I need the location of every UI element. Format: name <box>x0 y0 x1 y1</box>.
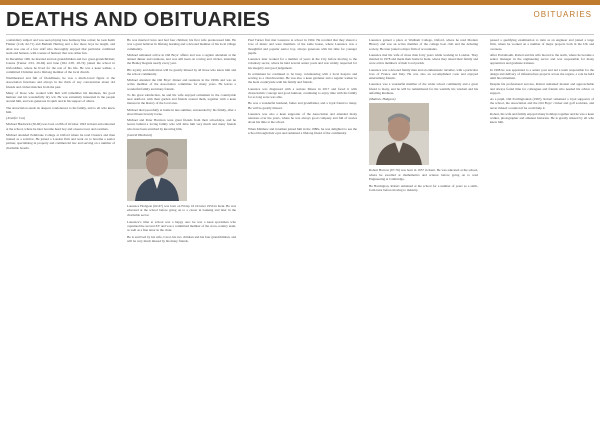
top-accent-rule <box>0 0 600 5</box>
obituary-signature: (Jennifer Cox) <box>6 116 26 120</box>
paragraph: Despite his professional success, Robert remained modest and approachable and always found time for colleagues and friends who needed his advice or support. <box>490 82 594 95</box>
column-2 <box>127 38 236 420</box>
paragraph: The Association sends its deepest condolences to his family, and to all who knew him. <box>6 105 115 114</box>
paragraph: Warmhearted and full of friendliness, he was a much-loved figure at the Association functions and always in the thick of any conversation about old friends and cricket matches from the past. <box>6 76 115 89</box>
paragraph: When Matthew and Jonathan joined him in the 1980s, he was delighted to see the school through their eyes and remained a lifelong friend of the community. <box>248 126 357 135</box>
paragraph: In December 1961 he married and ten grandchildren and two great-grandchildren; Joanna (Turner 2:01, 26-94) and Jane (Wet 2:05, 28-74) joined the school in Oxfordshire, where he lived for the rest of his life. He was a keen walker, a committed Christian and a lifelong member of the local church. <box>6 57 115 74</box>
paragraph: Michael and Peter Harrison were great friends from their schooldays, and he leaves behind a loving family who will miss him very much and many friends who have been enriched by knowing him. <box>127 118 236 131</box>
paragraph: Laurence was also a keen supporter of the Association and attended many reunions over the years, where he was always good company and full of stories about his time at the school. <box>248 111 357 125</box>
paragraph: He Harrington, Robert remained at the school for a number of years as a sixth-form tutor before moving to industry. <box>369 184 478 193</box>
paragraph: Robert, his wife and family enjoyed many holidays together and he was a keen walker, photographer and amateur historian. He is greatly missed by all who knew him. <box>490 111 594 125</box>
paragraph: Michael remained active in Old Boys’ affairs and was a regular attendant at the annual dinner and reunions, and was still keen on rowing and cricket, attending the Henley Regatta nearly every year. <box>127 52 236 66</box>
paragraph: Laurence later worked for a number of years in the City before moving to the voluntary sector, where he held several senior posts and was widely respected for his integrity and good judgement. <box>248 57 357 70</box>
paragraph: He is survived by his wife, Carol, his two children and his four grandchildren, and will be very much missed by his many friends. <box>127 234 236 243</box>
paragraph: a subsidiary subject and was seen playing bass harmony like a man; he took Keith Flemer (Coll, 62-71) and Barham Herring and a few more boys he taught, and Alan was one of a few staff who thoroughly enjoyed that particular combined team and harness, with a sense of humour that was rather fun. <box>6 38 115 55</box>
column-5 <box>490 38 594 420</box>
paragraph: Laurence was a devoted family man and an enthusiastic traveller, with a particular love of France and Italy. He was also an accomplished cook and enjoyed entertaining friends. <box>369 67 478 80</box>
photo-caption: Laurence Hodgson (62-67) was born on Friday 16 October 1950 in Kent. He was educated at the school before going on to a career in banking and later in the charitable sector. <box>127 204 236 217</box>
paragraph: Laurence was diagnosed with a serious illness in 2017 and faced it with characteristic courage and good humour, continuing to enjoy time with his family for as long as he was able. <box>248 86 357 99</box>
portrait-image <box>127 139 187 201</box>
paragraph: His loyalty and dedication will be greatly missed by all those who knew him and the school community. <box>127 67 236 76</box>
paragraph: Laurence was a wonderful member of the wider school community and a great friend to many, and he will be remembered for his warmth, his wisdom and his unfailing kindness. <box>369 82 478 95</box>
article-columns <box>6 38 594 420</box>
paragraph: Michael died peacefully at home in late summer, surrounded by his family, after a short illness bravely borne. <box>127 107 236 116</box>
section-label: OBITUARIES <box>533 10 592 19</box>
obituary-signature: (Matthew Hodgson) <box>369 97 396 101</box>
column-1 <box>6 38 115 420</box>
paragraph: Laurence gained a place at Wadham College, Oxford, where he read Modern History and was an active member of the college boat club and the debating society. He later joined a major firm of accountants. <box>369 38 478 51</box>
portrait-image <box>369 103 429 165</box>
paragraph: He was married twice and had four children; his first wife predeceased him. He was a great believer in lifelong learning and a devoted member of his local village community. <box>127 38 236 51</box>
paragraph: To his great satisfaction, he and his wife enjoyed retirement in the countryside near Ashford, with their garden and friends around them, together with a keen interest in the history of the local area. <box>127 92 236 106</box>
paragraph: passed a qualifying examination to train as an engineer and joined a large firm, where he worked on a number of major projects both in the UK and overseas. <box>490 38 594 51</box>
column-3 <box>248 38 357 420</box>
paragraph: Michael Hardwick (36-60) was born on 8th of October 1943 in Kent and educated at the school, where he later became head boy and a keen rower and oarsman. <box>6 122 115 131</box>
paragraph: Laurence’s time at school was a happy one: he was a keen sportsman who captained the second XV and was a committed member of the cross-country team, as well as a fine tenor in the choir. <box>127 219 236 233</box>
paragraph: Michael attended Pembroke College at Oxford where he read Classics and then trained as a solicitor. He joined a London firm and went on to become a senior partner, specialising in property and commercial law and serving on a number of charitable boards. <box>6 132 115 150</box>
paragraph: In retirement he continued to be busy, volunteering with a local hospice and serving as a churchwarden. He was also a keen gardener and a regular walker in the Kent countryside with his family and friends. <box>248 71 357 85</box>
photo-caption: Robert Harrow (67-76) was born in 1957 in Kent. He was educated at the school, where he excelled at mathematics and science before going on to read Engineering at Cambridge. <box>369 168 478 181</box>
page-title: DEATHS AND OBITUARIES <box>6 9 271 31</box>
paragraph: Many of those who worked with him will remember his kindness, his good humour and his wonderfully dry wit. He was extremely interested in the people around him, and was generous in spirit and in his support of others. <box>6 90 115 104</box>
paragraph: Michael attended the Old Boys’ dinner and reunions in the 1990s and was an active member of the Association committee for many years. He leaves a wonderful family and many friends. <box>127 78 236 91</box>
paragraph: Paul Turner first met Laurence at school in 1962. He recalled that they shared a love of music and were members of the same house, where Laurence was a thoughtful and popular senior boy, always generous with his time for younger pupils. <box>248 38 357 55</box>
page-header <box>0 8 600 32</box>
paragraph: As a pupil, Old Portlingtonian (1967), Robert remained a loyal supporter of the school, the Association and the Old Boys’ cricket and golf societies, and never missed a reunion if he could help it. <box>490 97 594 110</box>
paragraph: He was a wonderful husband, father and grandfather, and a loyal friend to many. He will be greatly missed. <box>248 101 357 110</box>
paragraph: Laurence met his wife of more than forty years while working in London. They married in 1978 and made their home in Kent, where they raised their family and were active members of their local parish. <box>369 52 478 66</box>
header-divider <box>6 34 594 35</box>
portrait-photo-laurence-hodgson <box>127 139 187 201</box>
portrait-photo-robert-harrow <box>369 103 429 165</box>
paragraph: After Portsmouth, Robert and his wife moved to the north, where he became a senior manager in the engineering sector and was responsible for many apprentices and graduate trainees. <box>490 52 594 66</box>
paragraph: In 1998 he was appointed to a senior post and led a team responsible for the design and delivery of infrastructure projects across the region, a role he held until his retirement. <box>490 67 594 80</box>
column-4 <box>369 38 478 420</box>
obituary-signature: (Gareth Hardwick) <box>127 132 153 137</box>
